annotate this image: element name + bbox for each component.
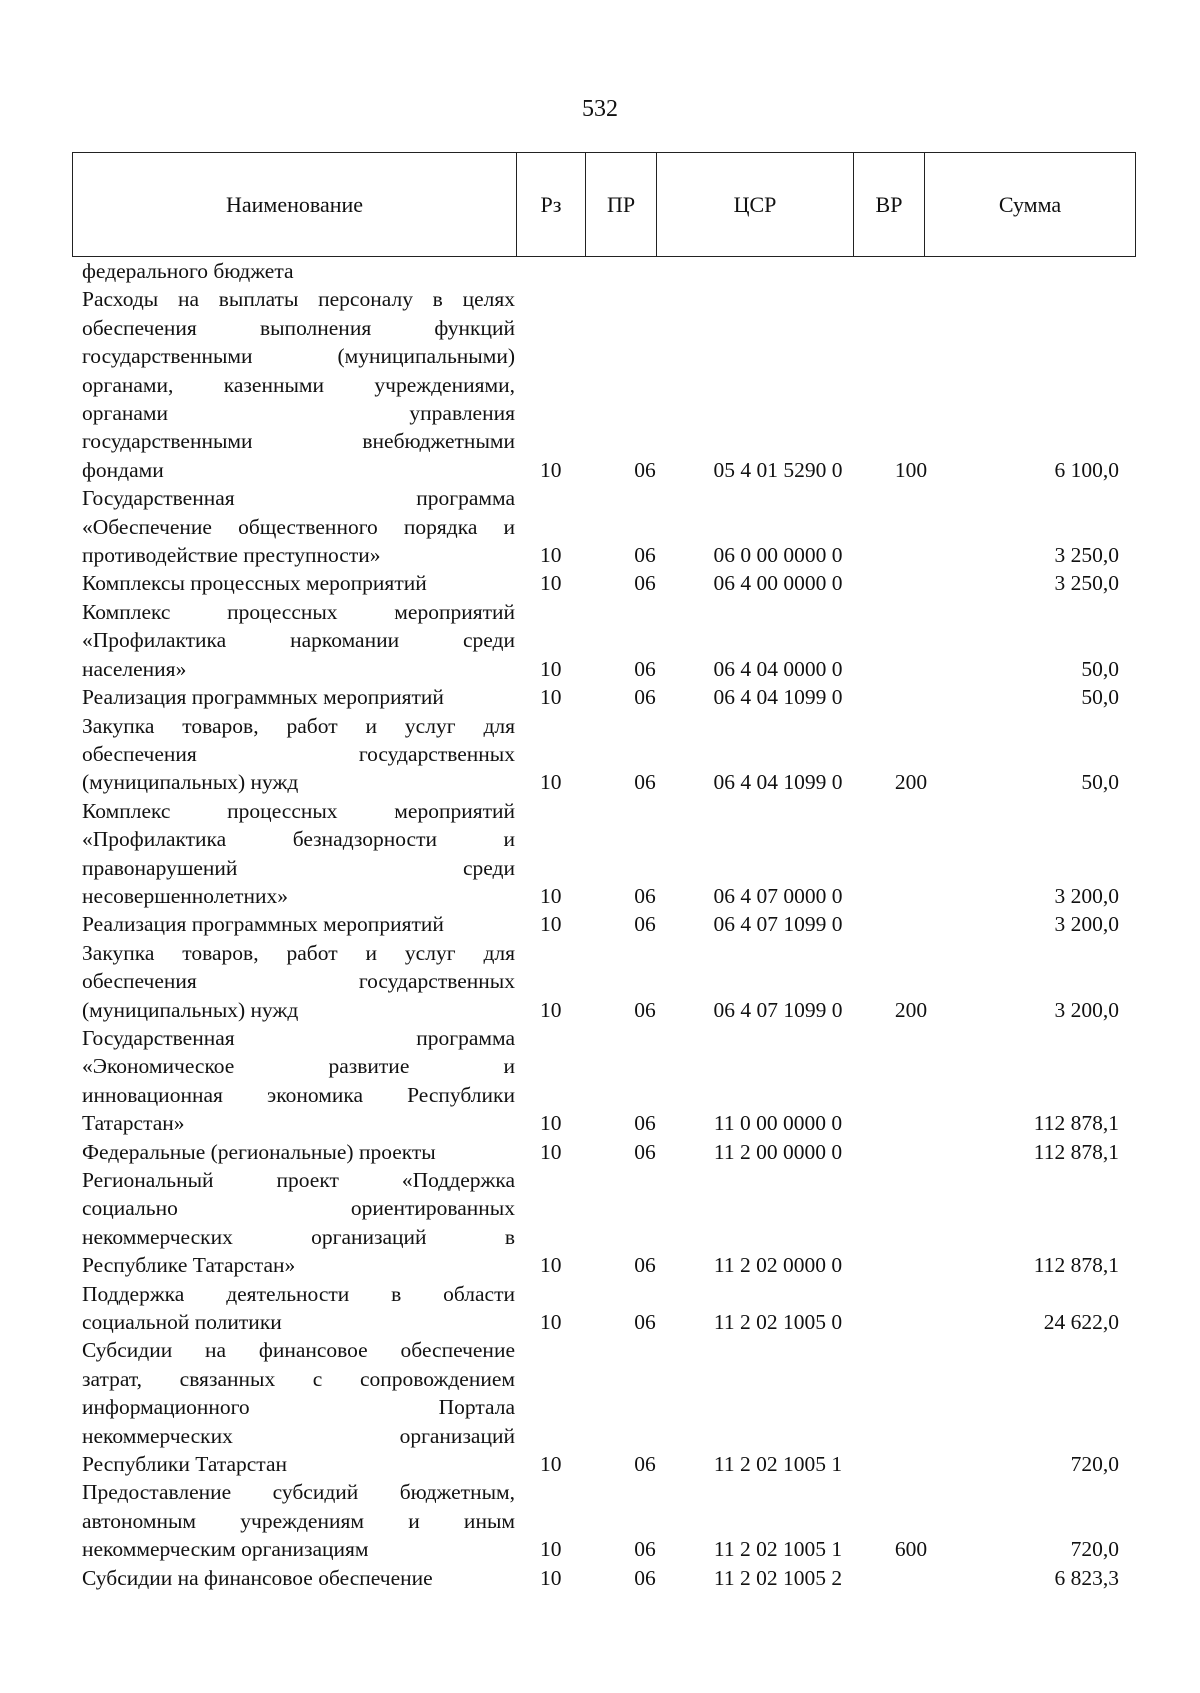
row-name-line: информационного Портала (82, 1395, 515, 1420)
row-sum: 112 878,1 (1033, 1111, 1119, 1136)
row-name-line: социальной политики (82, 1310, 282, 1335)
row-name-line: «Профилактика безнадзорности и (82, 827, 515, 852)
row-name-line: государственными (муниципальными) (82, 344, 515, 369)
row-name-line: Субсидии на финансовое обеспечение (82, 1338, 515, 1363)
table-row (72, 257, 1129, 285)
row-name (72, 797, 515, 911)
row-sum: 50,0 (1081, 770, 1119, 795)
row-rz: 10 (540, 1253, 562, 1278)
row-name (72, 1024, 515, 1138)
table-row (72, 569, 1129, 597)
row-name-line: Субсидии на финансовое обеспечение (82, 1565, 433, 1590)
table-row (72, 285, 1129, 484)
row-csr: 06 4 07 1099 0 (713, 912, 843, 937)
row-csr: 11 0 00 0000 0 (713, 1111, 843, 1136)
row-pr: 06 (634, 1139, 656, 1164)
row-name-line: «Экономическое развитие и (82, 1054, 515, 1079)
row-name (72, 285, 515, 484)
row-csr: 06 4 07 1099 0 (713, 997, 843, 1022)
row-vr: 200 (894, 997, 928, 1022)
row-sum: 3 250,0 (1054, 571, 1119, 596)
row-rz: 10 (540, 571, 562, 596)
row-pr: 06 (634, 1253, 656, 1278)
row-rz: 10 (540, 1139, 562, 1164)
row-rz: 10 (540, 883, 562, 908)
row-sum: 720,0 (1070, 1537, 1119, 1562)
row-name-line: Государственная программа (82, 486, 515, 511)
header-vr: ВР (854, 153, 925, 257)
table-header (72, 152, 1136, 257)
row-sum: 6 823,3 (1054, 1565, 1119, 1590)
row-name-line: Расходы на выплаты персоналу в целях (82, 287, 515, 312)
row-pr: 06 (634, 883, 656, 908)
row-sum: 3 250,0 (1054, 543, 1119, 568)
row-sum: 3 200,0 (1054, 912, 1119, 937)
row-pr: 06 (634, 1310, 656, 1335)
header-sum: Сумма (925, 153, 1136, 257)
row-name-line: Комплекс процессных мероприятий (82, 798, 515, 823)
row-sum: 720,0 (1070, 1452, 1119, 1477)
row-sum: 24 622,0 (1043, 1310, 1119, 1335)
row-name-line: обеспечения государственных (82, 741, 515, 766)
row-pr: 06 (634, 1537, 656, 1562)
row-name-line: Закупка товаров, работ и услуг для (82, 940, 515, 965)
row-name-line: Федеральные (региональные) проекты (82, 1139, 436, 1164)
table-row (72, 1024, 1129, 1138)
row-name-line: (муниципальных) нужд (82, 770, 299, 795)
row-csr: 06 4 04 0000 0 (713, 656, 843, 681)
row-name-line: Республики Татарстан (82, 1452, 288, 1477)
row-name (72, 1564, 515, 1592)
table-row (72, 1478, 1129, 1563)
row-rz: 10 (540, 543, 562, 568)
row-rz: 10 (540, 1452, 562, 1477)
row-name-line: населения» (82, 656, 187, 681)
row-name-line: Комплекс процессных мероприятий (82, 599, 515, 624)
row-pr: 06 (634, 656, 656, 681)
row-sum: 50,0 (1081, 685, 1119, 710)
row-vr: 100 (894, 457, 928, 482)
row-pr: 06 (634, 997, 656, 1022)
row-name (72, 598, 515, 683)
row-name-line: несовершеннолетних» (82, 883, 288, 908)
row-csr: 06 4 04 1099 0 (713, 770, 843, 795)
row-rz: 10 (540, 685, 562, 710)
row-name-line: правонарушений среди (82, 855, 515, 880)
row-name-line: Закупка товаров, работ и услуг для (82, 713, 515, 738)
row-name (72, 1138, 515, 1166)
table-row (72, 683, 1129, 711)
table-row (72, 1564, 1129, 1592)
table-row (72, 797, 1129, 911)
row-name-line: противодействие преступности» (82, 543, 381, 568)
table-row (72, 910, 1129, 938)
row-sum: 112 878,1 (1033, 1253, 1119, 1278)
row-name-line: Татарстан» (82, 1111, 185, 1136)
row-csr: 11 2 02 1005 1 (713, 1452, 843, 1477)
row-rz: 10 (540, 457, 562, 482)
row-csr: 11 2 02 1005 2 (713, 1565, 843, 1590)
row-pr: 06 (634, 1565, 656, 1590)
row-sum: 6 100,0 (1054, 457, 1119, 482)
table-row (72, 1166, 1129, 1280)
row-pr: 06 (634, 770, 656, 795)
table-row (72, 939, 1129, 1024)
row-rz: 10 (540, 1310, 562, 1335)
row-rz: 10 (540, 656, 562, 681)
row-name-line: обеспечения государственных (82, 969, 515, 994)
row-sum: 112 878,1 (1033, 1139, 1119, 1164)
row-csr: 11 2 00 0000 0 (713, 1139, 843, 1164)
header-csr: ЦСР (657, 153, 854, 257)
row-rz: 10 (540, 912, 562, 937)
row-name-line: инновационная экономика Республики (82, 1082, 515, 1107)
row-pr: 06 (634, 1452, 656, 1477)
row-name-line: Государственная программа (82, 1025, 515, 1050)
row-name (72, 683, 515, 711)
row-rz: 10 (540, 997, 562, 1022)
row-name-line: некоммерческих организаций в (82, 1224, 515, 1249)
header-rz: Рз (517, 153, 586, 257)
table-row (72, 598, 1129, 683)
row-rz: 10 (540, 770, 562, 795)
row-name-line: Республике Татарстан» (82, 1253, 296, 1278)
row-csr: 11 2 02 1005 1 (713, 1537, 843, 1562)
row-rz: 10 (540, 1537, 562, 1562)
row-name (72, 910, 515, 938)
row-name (72, 1280, 515, 1337)
row-name-line: автономным учреждениям и иным (82, 1508, 515, 1533)
row-csr: 06 0 00 0000 0 (713, 543, 843, 568)
row-pr: 06 (634, 571, 656, 596)
row-csr: 05 4 01 5290 0 (713, 457, 843, 482)
row-name-line: Региональный проект «Поддержка (82, 1168, 515, 1192)
row-name-line: Поддержка деятельности в области (82, 1281, 515, 1306)
row-csr: 06 4 07 0000 0 (713, 883, 843, 908)
table-row (72, 1138, 1129, 1166)
row-csr: 11 2 02 0000 0 (713, 1253, 843, 1278)
row-rz: 10 (540, 1111, 562, 1136)
row-name (72, 484, 515, 569)
row-name-line: некоммерческих организаций (82, 1423, 515, 1448)
row-csr: 06 4 04 1099 0 (713, 685, 843, 710)
row-vr: 200 (894, 770, 928, 795)
row-name-line: Предоставление субсидий бюджетным, (82, 1480, 515, 1505)
row-sum: 50,0 (1081, 656, 1119, 681)
row-name-line: Реализация программных мероприятий (82, 685, 444, 710)
row-name-line: обеспечения выполнения функций (82, 315, 515, 340)
row-name-line: органами управления (82, 401, 515, 426)
row-name (72, 569, 515, 597)
row-name-line: затрат, связанных с сопровождением (82, 1366, 515, 1391)
row-name-line: государственными внебюджетными (82, 429, 515, 454)
row-name-line: некоммерческим организациям (82, 1537, 369, 1562)
row-pr: 06 (634, 457, 656, 482)
row-name-line: Реализация программных мероприятий (82, 912, 444, 937)
row-name (72, 712, 515, 797)
table-row (72, 484, 1129, 569)
row-name-line: «Обеспечение общественного порядка и (82, 514, 515, 539)
row-pr: 06 (634, 912, 656, 937)
header-name: Наименование (73, 153, 517, 257)
header-pr: ПР (586, 153, 657, 257)
table-row (72, 1336, 1129, 1478)
row-rz: 10 (540, 1565, 562, 1590)
row-name (72, 1478, 515, 1563)
row-name-line: фондами (82, 457, 164, 482)
row-sum: 3 200,0 (1054, 883, 1119, 908)
row-name-line: социально ориентированных (82, 1196, 515, 1221)
page-number: 532 (582, 96, 618, 122)
row-name-line: федерального бюджета (82, 259, 294, 283)
row-sum: 3 200,0 (1054, 997, 1119, 1022)
table-row (72, 1280, 1129, 1337)
row-name (72, 257, 515, 285)
row-pr: 06 (634, 685, 656, 710)
row-pr: 06 (634, 543, 656, 568)
row-name (72, 939, 515, 1024)
row-name-line: «Профилактика наркомании среди (82, 628, 515, 653)
row-name-line: Комплексы процессных мероприятий (82, 571, 427, 596)
table-row (72, 712, 1129, 797)
row-name-line: (муниципальных) нужд (82, 997, 299, 1022)
table-body (72, 257, 1129, 1592)
row-csr: 06 4 00 0000 0 (713, 571, 843, 596)
row-csr: 11 2 02 1005 0 (713, 1310, 843, 1335)
row-vr: 600 (894, 1537, 928, 1562)
row-name (72, 1166, 515, 1280)
row-name (72, 1336, 515, 1478)
row-name-line: органами, казенными учреждениями, (82, 372, 515, 397)
row-pr: 06 (634, 1111, 656, 1136)
